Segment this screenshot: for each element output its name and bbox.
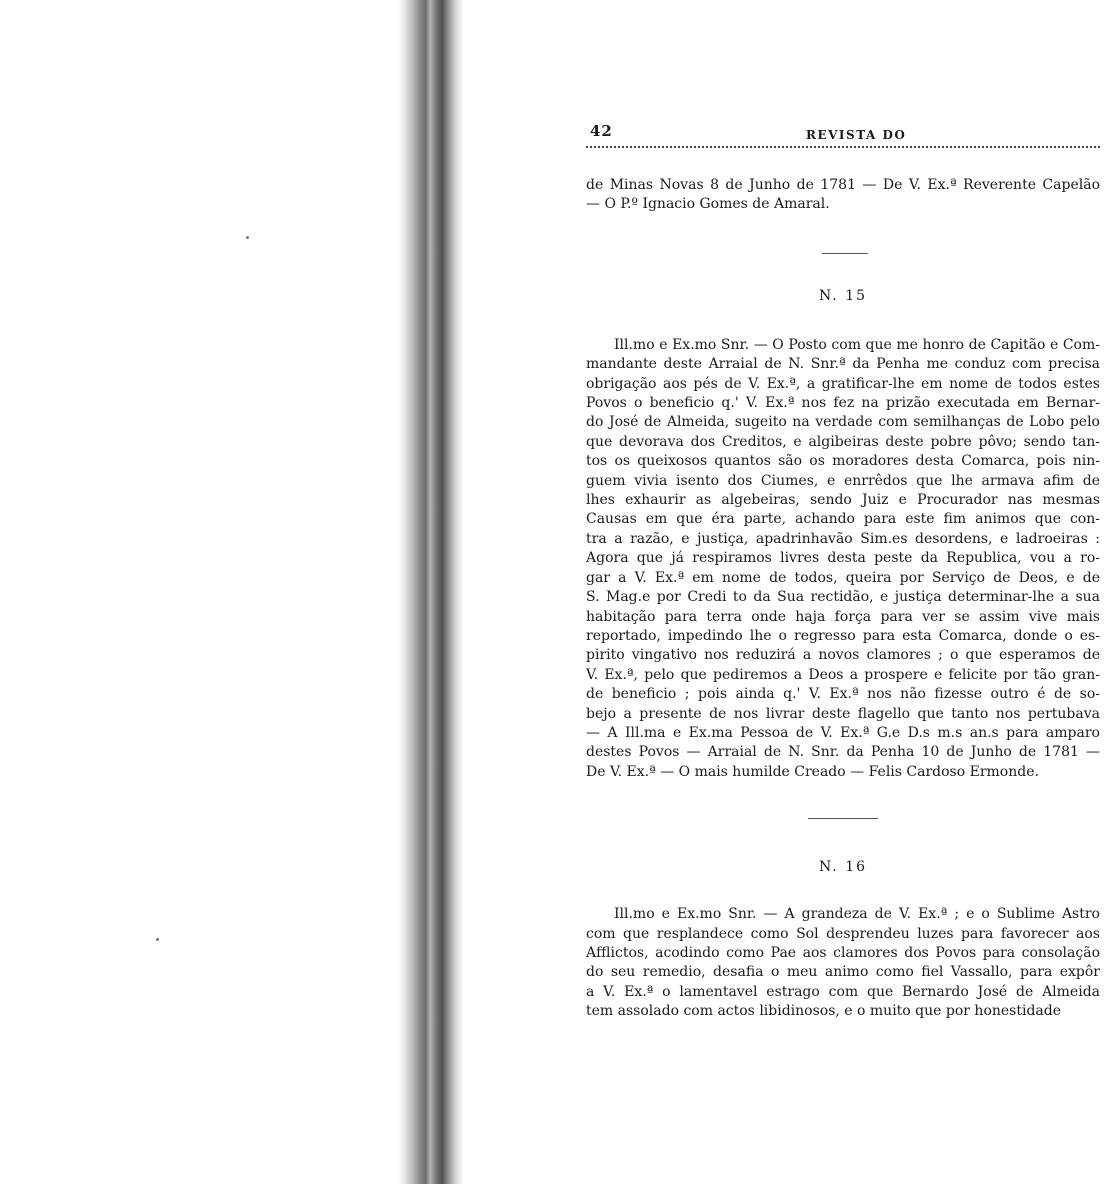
text-line: que devorava dos Creditos, e algibeiras deste pobre pôvo; sendo tan-: [586, 433, 1100, 450]
book-gutter-shadow: [398, 0, 464, 1184]
scan-speck: [246, 236, 249, 239]
text-line: obrigação aos pés de V. Ex.ª, a gratificar-lhe em nome de todos estes: [586, 375, 1100, 392]
text-line: do seu remedio, desafia o meu animo como fiel Vassallo, para expôr: [586, 964, 1100, 981]
text-line: Ill.mo e Ex.mo Snr. — A grandeza de V. Ex.ª ; e o Sublime Astro: [614, 906, 1100, 923]
page-number: 42: [590, 122, 613, 140]
text-line: gar a V. Ex.ª em nome de todos, queira por Serviço de Deos, e de: [586, 569, 1100, 586]
text-line: habitação para terra onde haja força para ver se assim vive mais: [586, 608, 1100, 625]
text-line: destes Povos — Arraial de N. Snr. da Penha 10 de Junho de 1781 —: [586, 744, 1100, 761]
text-line: de beneficio ; pois ainda q.' V. Ex.ª nos não fizesse outro é de so-: [586, 686, 1100, 703]
book-page: [586, 120, 1100, 1022]
text-line: Ill.mo e Ex.mo Snr. — O Posto com que me honro de Capitão e Com-: [614, 336, 1100, 353]
document-16-body: [586, 905, 1100, 1021]
text-line: Povos o beneficio q.' V. Ex.ª nos fez na prizão executada em Bernar-: [586, 395, 1100, 412]
text-line: V. Ex.ª, pelo que pediremos a Deos a prospere e felicite por tão gran-: [586, 666, 1100, 683]
text-line: reportado, impedindo lhe o regresso para esta Comarca, donde o es-: [586, 627, 1100, 644]
text-line: — O P.º Ignacio Gomes de Amaral.: [586, 196, 830, 213]
text-line: mandante deste Arraial de N. Snr.ª da Penha me conduz com precisa: [586, 356, 1100, 373]
document-number: N. 15: [818, 287, 868, 304]
document-number: N. 16: [818, 859, 868, 876]
text-line: S. Mag.e por Credi to da Sua rectidão, e justiça determinar-lhe a sua: [586, 589, 1100, 606]
text-line: com que resplandece como Sol desprendeu luzes para favorecer aos: [586, 925, 1100, 942]
text-line: a V. Ex.ª o lamentavel estrago com que Bernardo José de Almeida: [586, 983, 1100, 1000]
section-divider: [822, 253, 868, 254]
text-line: lhes exhaurir as algebeiras, sendo Juiz e Procurador nas mesmas: [586, 492, 1100, 509]
continuation-paragraph: [586, 176, 1100, 215]
scan-speck: [156, 938, 159, 941]
text-line: tem assolado com actos libidinosos, e o muito que por honestidade: [586, 1003, 1062, 1020]
text-line: Causas em que éra parte, achando para este fim animos que con-: [586, 511, 1100, 528]
running-head: REVISTA DO: [806, 128, 907, 142]
section-divider: [808, 818, 878, 819]
document-15-body: [586, 336, 1100, 782]
text-line: bejo a presente de nos livrar deste flagello que tanto nos pertubava: [586, 705, 1100, 722]
text-line: guem vivia isento dos Ciumes, e enrrêdos que lhe armava afim de: [586, 472, 1100, 489]
page-header: [586, 120, 1100, 148]
text-line: pirito vingativo nos reduzirá a novos clamores ; o que esperamos de: [586, 647, 1100, 664]
text-line: tos os queixosos quantos são os moradores desta Comarca, pois nin-: [586, 453, 1100, 470]
text-line: — A Ill.ma e Ex.ma Pessoa de V. Ex.ª G.e D.s m.s an.s para amparo: [586, 724, 1100, 741]
text-line: Afflictos, acodindo como Pae aos clamores dos Povos para consolação: [586, 944, 1100, 961]
text-line: de Minas Novas 8 de Junho de 1781 — De V. Ex.ª Reverente Capelão: [586, 177, 1100, 193]
text-line: De V. Ex.ª — O mais humilde Creado — Felis Cardoso Ermonde.: [586, 763, 1039, 780]
text-line: do José de Almeida, sugeito na verdade com semilhanças de Lobo pelo: [586, 414, 1100, 431]
text-line: tra a razão, e justiça, apadrinhavão Sim.es desordens, e ladroeiras :: [586, 530, 1100, 547]
text-line: Agora que já respiramos livres desta peste da Republica, vou a ro-: [586, 550, 1100, 567]
